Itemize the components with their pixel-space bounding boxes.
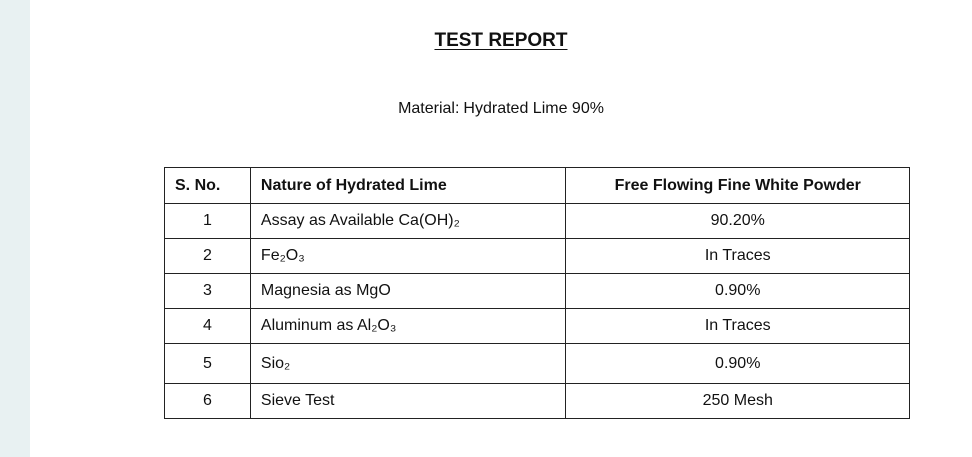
header-value: Free Flowing Fine White Powder <box>566 168 910 204</box>
cell-nature: Sieve Test <box>250 384 566 419</box>
cell-nature: Aluminum as Al₂O₃ <box>250 309 566 344</box>
cell-sno: 3 <box>165 274 251 309</box>
table-row <box>165 309 910 344</box>
cell-value: In Traces <box>566 239 910 274</box>
cell-value: 0.90% <box>566 344 910 384</box>
test-report-table <box>164 167 910 419</box>
material-value: Hydrated Lime 90% <box>463 100 604 117</box>
cell-value: 0.90% <box>566 274 910 309</box>
cell-value: 250 Mesh <box>566 384 910 419</box>
cell-sno: 1 <box>165 204 251 239</box>
material-label: Material: <box>398 100 460 117</box>
document-page <box>30 0 972 457</box>
page-margin-strip <box>0 0 30 457</box>
material-line <box>30 100 972 118</box>
report-title: TEST REPORT <box>434 30 568 51</box>
cell-value: In Traces <box>566 309 910 344</box>
cell-nature: Fe₂O₃ <box>250 239 566 274</box>
cell-sno: 2 <box>165 239 251 274</box>
cell-nature: Sio₂ <box>250 344 566 384</box>
cell-nature: Magnesia as MgO <box>250 274 566 309</box>
cell-sno: 4 <box>165 309 251 344</box>
cell-value: 90.20% <box>566 204 910 239</box>
table-header-row <box>165 168 910 204</box>
header-nature: Nature of Hydrated Lime <box>250 168 566 204</box>
table-row <box>165 344 910 384</box>
table-row <box>165 384 910 419</box>
header-sno: S. No. <box>165 168 251 204</box>
cell-sno: 5 <box>165 344 251 384</box>
table-row <box>165 239 910 274</box>
table-row <box>165 274 910 309</box>
cell-sno: 6 <box>165 384 251 419</box>
cell-nature: Assay as Available Ca(OH)₂ <box>250 204 566 239</box>
table-row <box>165 204 910 239</box>
